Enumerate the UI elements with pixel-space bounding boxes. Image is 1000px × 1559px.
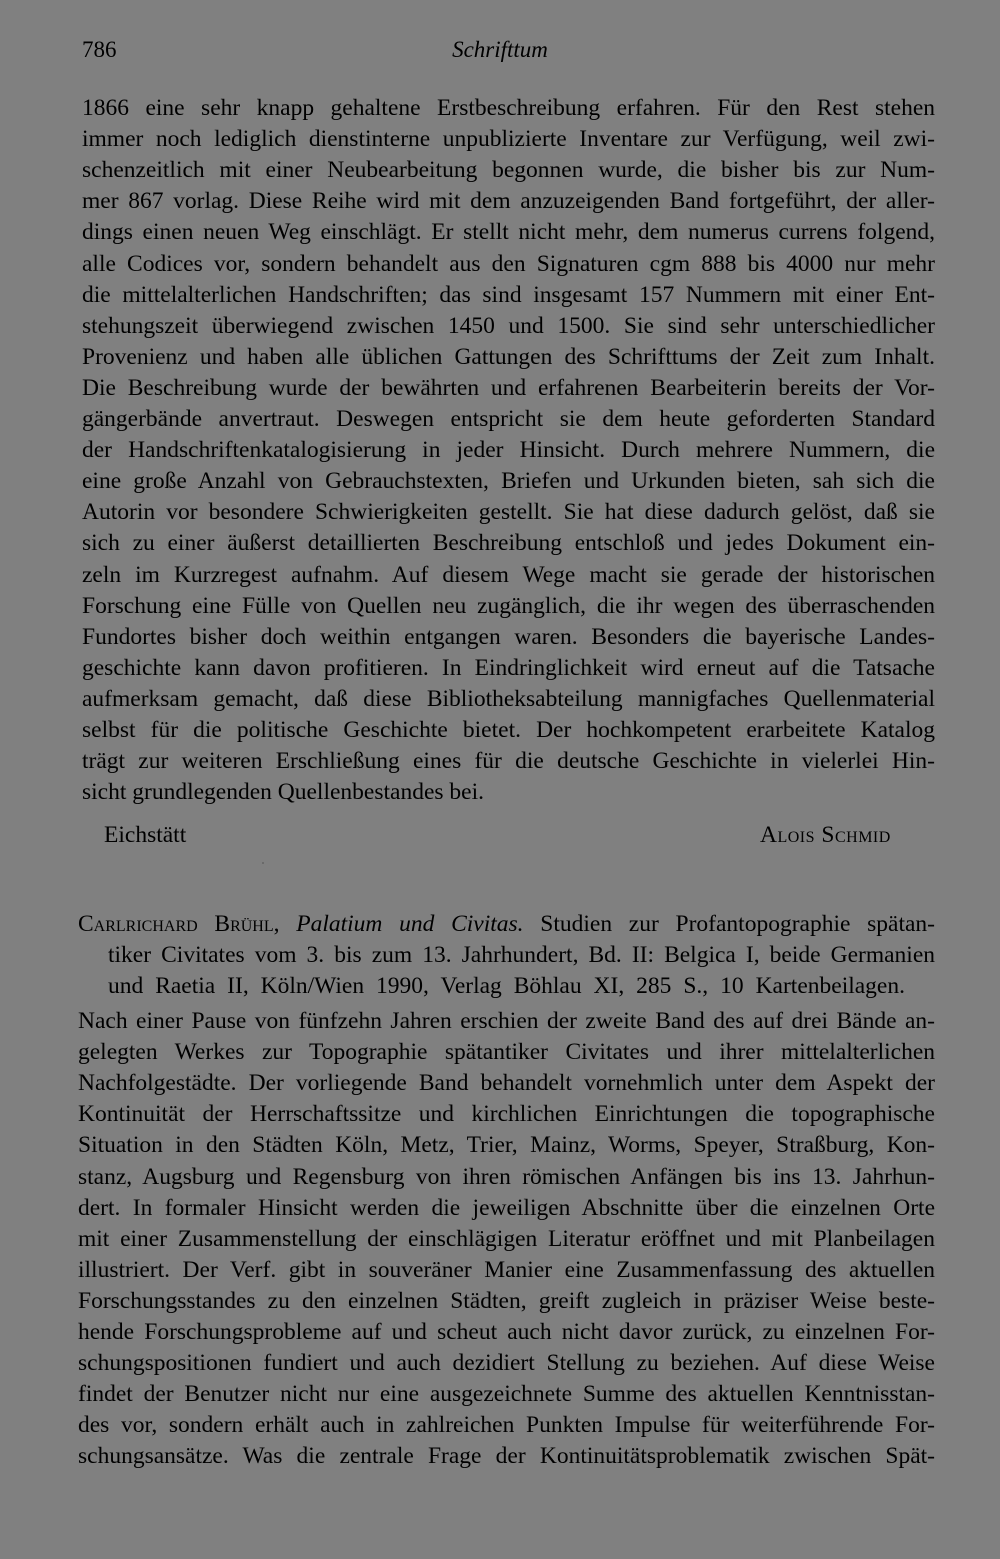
text-line: Kontinuität der Herrschaftssitze und kirchlichen Einrichtungen die topographische [78, 1101, 935, 1128]
text-line: Nachfolgestädte. Der vorliegende Band behandelt vornehmlich unter dem Aspekt der [78, 1070, 935, 1097]
text-line: der Handschriftenkatalogisierung in jeder Hinsicht. Durch mehrere Nummern, die [82, 437, 935, 464]
citation-line-3: und Raetia II, Köln/Wien 1990, Verlag Böhlau XI, 285 S., 10 Kartenbeilagen. [108, 973, 905, 999]
print-speck [262, 862, 264, 864]
text-line: Provenienz und haben alle üblichen Gattungen des Schrifttums der Zeit zum Inhalt. [82, 343, 935, 370]
text-line: schenzeitlich mit einer Neubearbeitung begonnen wurde, die bisher bis zur Num- [82, 157, 935, 184]
text-line: schungsansätze. Was die zentrale Frage der Kontinuitätsproblematik zwischen Spät- [78, 1443, 935, 1470]
text-line: Nach einer Pause von fünfzehn Jahren erschien der zweite Band des auf drei Bände an- [78, 1008, 935, 1034]
text-line: aufmerksam gemacht, daß diese Bibliotheksabteilung mannigfaches Quellenmaterial [82, 685, 935, 712]
citation-line-2: tiker Civitates vom 3. bis zum 13. Jahrhundert, Bd. II: Belgica I, beide Germanien [108, 942, 935, 968]
text-line: trägt zur weiteren Erschließung eines für die deutsche Geschichte in vielerlei Hin- [82, 748, 935, 775]
text-line: Die Beschreibung wurde der bewährten und erfahrenen Bearbeiterin bereits der Vor- [82, 374, 935, 401]
text-line: illustriert. Der Verf. gibt in souveräner Manier eine Zusammenfassung des aktuellen [78, 1256, 935, 1283]
text-line: selbst für die politische Geschichte bietet. Der hochkompetent erarbeitete Katalog [82, 717, 935, 743]
text-line: eine große Anzahl von Gebrauchstexten, Briefen und Urkunden bieten, sah sich die [82, 468, 935, 495]
text-line: sicht grundlegenden Quellenbestandes bei. [82, 779, 484, 806]
text-line: des vor, sondern erhält auch in zahlreichen Punkten Impulse für weiterführende For- [78, 1412, 935, 1439]
text-line: alle Codices vor, sondern behandelt aus den Signaturen cgm 888 bis 4000 nur mehr [82, 250, 935, 277]
text-line: Forschungsstandes zu den einzelnen Städten, greift zugleich in präziser Weise beste- [78, 1287, 935, 1314]
text-line: dert. In formaler Hinsicht werden die jeweiligen Abschnitte über die einzelnen Orte [78, 1194, 935, 1221]
text-line: stanz, Augsburg und Regensburg von ihren römischen Anfängen bis ins 13. Jahrhun- [78, 1163, 935, 1190]
text-line: findet der Benutzer nicht nur eine ausgezeichnete Summe des aktuellen Kenntnisstan- [78, 1381, 935, 1408]
text-line: Fundortes bisher doch weithin entgangen waren. Besonders die bayerische Landes- [82, 623, 935, 650]
citation-title: Palatium und Civitas. [296, 911, 524, 937]
text-line: sich zu einer äußerst detaillierten Beschreibung entschloß und jedes Dokument ein- [82, 530, 935, 557]
text-line: mit einer Zusammenstellung der einschlägigen Literatur eröffnet und mit Planbeilagen [78, 1225, 935, 1252]
page-number: 786 [82, 37, 117, 62]
citation-line-1-rest: Studien zur Profantopographie spätan- [540, 911, 935, 937]
review-1-place: Eichstätt [104, 822, 187, 848]
text-line: Autorin vor besondere Schwierigkeiten gestellt. Sie hat diese dadurch gelöst, daß sie [82, 499, 935, 526]
text-line: hende Forschungsprobleme auf und scheut auch nicht davor zurück, zu einzelnen For- [78, 1319, 935, 1345]
text-line: gelegten Werkes zur Topographie spätantiker Civitates und ihrer mittelalterlichen [78, 1039, 935, 1066]
text-line: die mittelalterlichen Handschriften; das sind insgesamt 157 Nummern mit einer Ent- [82, 281, 935, 308]
text-line: Forschung eine Fülle von Quellen neu zugänglich, die ihr wegen des überraschenden [82, 592, 935, 619]
text-line: dings einen neuen Weg einschlägt. Er stellt nicht mehr, dem numerus currens folgend, [82, 219, 935, 246]
review-2-citation [78, 911, 935, 1011]
citation-author: Carlrichard Brühl, [78, 911, 280, 937]
text-line: stehungszeit überwiegend zwischen 1450 und 1500. Sie sind sehr unterschiedlicher [82, 312, 935, 339]
text-line: geschichte kann davon profitieren. In Eindringlichkeit wird erneut auf die Tatsache [82, 654, 935, 681]
text-line: 1866 eine sehr knapp gehaltene Erstbeschreibung erfahren. Für den Rest stehen [82, 95, 935, 121]
text-line: Situation in den Städten Köln, Metz, Trier, Mainz, Worms, Speyer, Straßburg, Kon- [78, 1132, 935, 1159]
text-line: immer noch lediglich dienstinterne unpublizierte Inventare zur Verfügung, weil zwi- [82, 126, 935, 153]
text-line: gängerbände anvertraut. Deswegen entspricht sie dem heute geforderten Standard [82, 406, 935, 432]
running-title: Schrifttum [452, 37, 548, 62]
review-1-reviewer: Alois Schmid [760, 822, 891, 848]
text-line: mer 867 vorlag. Diese Reihe wird mit dem anzuzeigenden Band fortgeführt, der aller- [82, 188, 935, 215]
citation-line-1 [78, 911, 935, 942]
text-line: schungspositionen fundiert und auch dezidiert Stellung zu beziehen. Auf diese Weise [78, 1350, 935, 1377]
text-line: zeln im Kurzregest aufnahm. Auf diesem Wege macht sie gerade der historischen [82, 561, 935, 588]
